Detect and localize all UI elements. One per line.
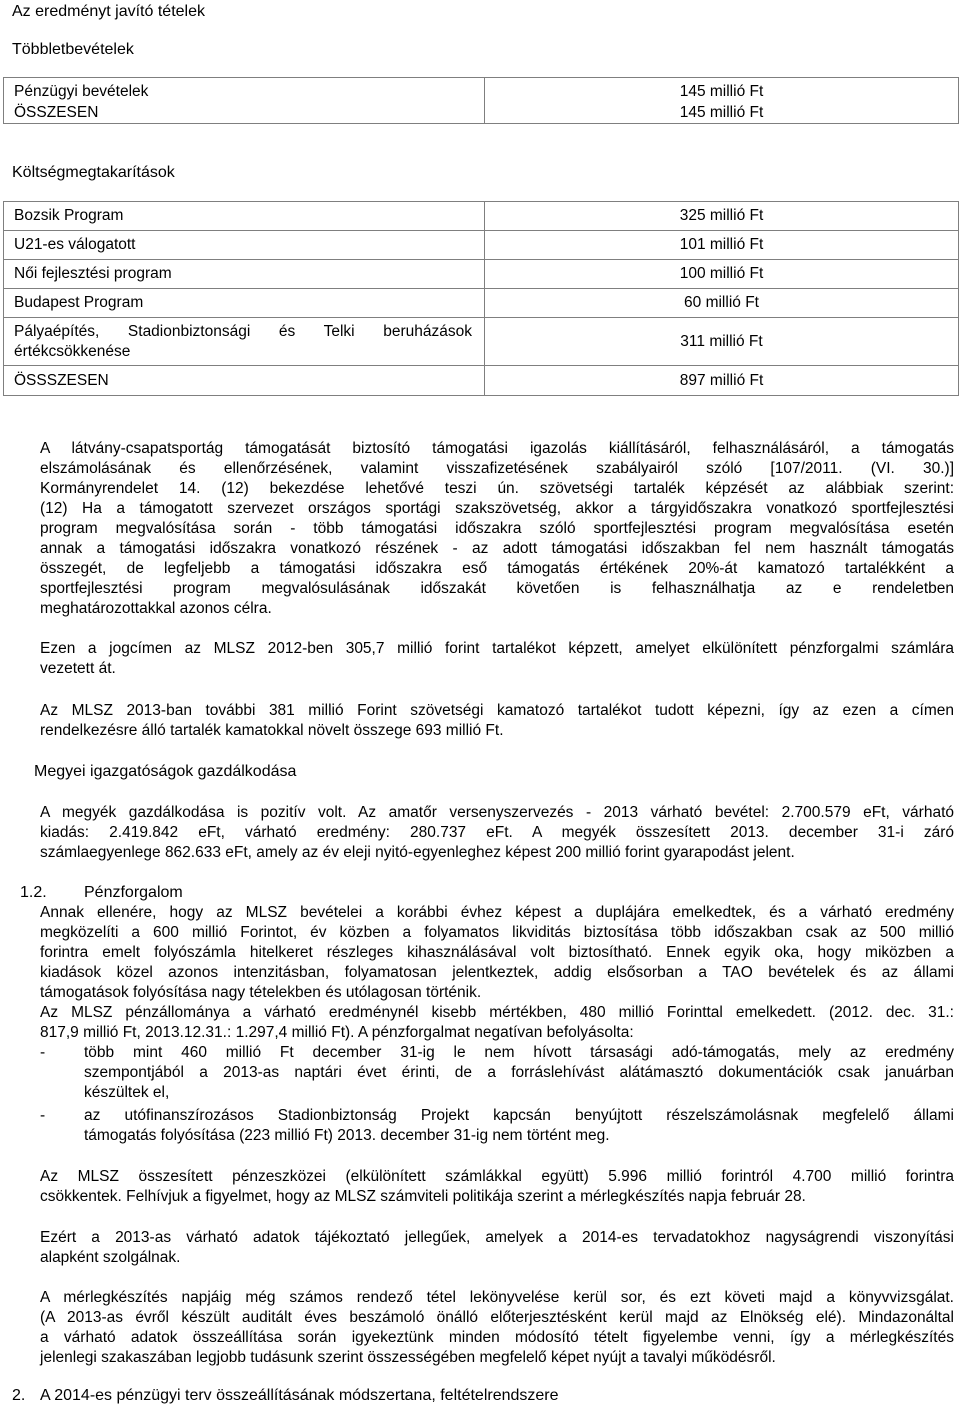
text-line: forintra emelt folyószámla hitelkeret részleges kihasználásával volt biztosítható. Ennek egyik oka, hogy miközben a (40, 944, 954, 961)
text-line: Ezen a jogcímen az MLSZ 2012-ben 305,7 millió forint tartalékot képzett, amelyet elkülönített pénzforgalmi számlára (40, 640, 954, 657)
income-value: 145 millió Ft (679, 83, 764, 100)
text-line: A mérlegkészítés napjáig még számos rendező tétel lekönyvelése kerül sor, és ezt követi majd a könyvvizsgálat. (40, 1289, 954, 1306)
savings-table (3, 201, 959, 396)
text-line: rendelkezésre álló tartalék kamatokkal növelt összege 693 millió Ft. (40, 722, 504, 739)
savings-total-label: ÖSSSZESEN (4, 366, 485, 396)
table-row (4, 289, 959, 318)
top-title: Az eredményt javító tételek (12, 3, 205, 20)
text-line: több mint 460 millió Ft december 31-ig le nem hívott társasági adó-támogatás, mely az eredmény (84, 1044, 954, 1061)
table-row (4, 260, 959, 289)
heading-1-2-number: 1.2. (20, 884, 47, 901)
text-line: (12) Ha a támogatott szervezet országos sportági szakszövetség, akkor a tárgyidőszakra vonatkozó sportfejlesztési (40, 500, 954, 517)
income-labels-cell (4, 78, 485, 124)
savings-value: 60 millió Ft (485, 289, 959, 318)
text-line: Az MLSZ 2013-ban további 381 millió Forint szövetségi kamatozó tartalékot tudott képezni, így az ezen a címen (40, 702, 954, 719)
text-line: annak a támogatási időszakra vonatkozó részének - az adott támogatási időszakban fel nem használt támogatás (40, 540, 954, 557)
text-line: számlaegyenlege 862.633 eFt, amely az év eleji nyitó-egyenleghez képest 200 millió forint gyarapodást jelent. (40, 844, 795, 861)
paragraph-2013 (40, 701, 954, 741)
section-county-title: Megyei igazgatóságok gazdálkodása (34, 763, 297, 780)
bullet-item-tao (84, 1043, 954, 1103)
text-line: csökkentek. Felhívjuk a figyelmet, hogy az MLSZ számviteli politikája szerint a mérlegkészítés napja február 28. (40, 1188, 806, 1205)
text-line: 817,9 millió Ft, 2013.12.31.: 1.297,4 millió Ft). A pénzforgalmat negatívan befolyásolta: (40, 1024, 634, 1041)
heading-2-number: 2. (12, 1387, 26, 1404)
text-line: jelenlegi szakaszában legjobb tudásunk szerint összességében megfelelő képet nyújt a tavalyi működésről. (40, 1349, 776, 1366)
savings-value: 311 millió Ft (485, 318, 959, 366)
savings-label: Pályaépítés, Stadionbiztonsági és Telki beruházások értékcsökkenése (4, 318, 485, 366)
text-line: A megyék gazdálkodása is pozitív volt. Az amatőr versenyszervezés - 2013 várható bevétel: 2.700.579 eFt, várható (40, 804, 954, 821)
savings-value: 325 millió Ft (485, 202, 959, 231)
table-row (4, 366, 959, 396)
text-line: készültek el, (84, 1084, 170, 1101)
text-line: támogatások folyósítása nagy tételekben és utólagosan történik. (40, 984, 482, 1001)
text-line: (A 2013-as évről készült auditált éves beszámoló önálló előterjesztésként kerül majd az Elnökség elé). Mindazonáltal (40, 1309, 954, 1326)
income-table (3, 77, 959, 124)
savings-label: Női fejlesztési program (4, 260, 485, 289)
text-line: kiadás: 2.419.842 eFt, várható eredmény: 280.737 eFt. A megyék összesített 2013. december 31-i záró (40, 824, 954, 841)
paragraph-balance-sheet (40, 1288, 954, 1368)
paragraph-funds (40, 1167, 954, 1207)
paragraph-cashflow (40, 903, 954, 1043)
text-line: meghatározottakkal azonos célra. (40, 600, 272, 617)
income-total-label: ÖSSZESEN (14, 104, 99, 121)
savings-label: Budapest Program (4, 289, 485, 318)
table-row (4, 231, 959, 260)
income-values-cell (485, 78, 959, 124)
bullet-dash: - (40, 1107, 46, 1124)
heading-1-2-title: Pénzforgalom (84, 884, 183, 901)
income-total-value: 145 millió Ft (679, 104, 764, 121)
table-row (4, 318, 959, 366)
text-line: alapként szolgálnak. (40, 1249, 181, 1266)
text-line: Kormányrendelet 14. (12) bekezdése lehetővé teszi ún. szövetségi tartalék képzését az alábbiak szerint: (40, 480, 954, 497)
bullet-item-stadion (84, 1106, 954, 1146)
text-line: Ezért a 2013-as várható adatok tájékoztató jellegűek, amelyek a 2014-es tervadatokhoz nagyságrendi viszonyítási (40, 1229, 954, 1246)
savings-value: 101 millió Ft (485, 231, 959, 260)
text-line: megközelíti a 600 millió Forintot, év közben a folyamatos likviditás biztosítása több időszakban csak az 500 millió (40, 924, 954, 941)
paragraph-2012 (40, 639, 954, 679)
paragraph-county (40, 803, 954, 863)
text-line: Annak ellenére, hogy az MLSZ bevételei a korábbi évhez képest a duplájára emelkedtek, és a várható eredmény (40, 904, 954, 921)
paragraph-expected (40, 1228, 954, 1268)
section-income-title: Többletbevételek (12, 41, 134, 58)
savings-total-value: 897 millió Ft (485, 366, 959, 396)
table-row (4, 202, 959, 231)
text-line: szempontjából a 2013-as naptári évet érinti, de a forráslehívást alátámasztó dokumentációk csak januárban (84, 1064, 954, 1081)
savings-value: 100 millió Ft (485, 260, 959, 289)
text-line: vezetett át. (40, 660, 116, 677)
text-line: kiadások közel azonos intenzitásban, folyamatosan jelentkeztek, addig elsősorban a TAO bevételek és az állami (40, 964, 954, 981)
income-label: Pénzügyi bevételek (14, 83, 149, 100)
text-line: Az MLSZ összesített pénzeszközei (elkülönített számlákkal együtt) 5.996 millió forintról 4.700 millió forintra (40, 1168, 954, 1185)
text-line: támogatás folyósítása (223 millió Ft) 2013. december 31-ig nem történt meg. (84, 1127, 610, 1144)
bullet-dash: - (40, 1044, 46, 1061)
text-line: a várható adatok összeállítása során igyekeztünk minden módosító tételt figyelembe venni, így a mérlegkészítés (40, 1329, 954, 1346)
text-line: sportfejlesztési program megvalósulásának időszakát követően is felhasználhatja az e rendeletben (40, 580, 954, 597)
savings-label: U21-es válogatott (4, 231, 485, 260)
text-line: Az MLSZ pénzállománya a várható eredménynél kisebb mértékben, 480 millió Forinttal emelkedett. (2012. dec. 31.: (40, 1004, 954, 1021)
paragraph-tartalek (40, 439, 954, 619)
text-line: A látvány-csapatsportág támogatását biztosító támogatási igazolás kiállításáról, felhasználásáról, a támogatás (40, 440, 954, 457)
text-line: program megvalósítása során - több támogatási időszakra szóló sportfejlesztési program megvalósítása esetén (40, 520, 954, 537)
section-savings-title: Költségmegtakarítások (12, 164, 175, 181)
savings-label: Bozsik Program (4, 202, 485, 231)
text-line: az utófinanszírozásos Stadionbiztonság Projekt kapcsán benyújtott részelszámolásnak megfelelő állami (84, 1107, 954, 1124)
text-line: elszámolásának és ellenőrzésének, valamint visszafizetésének szabályairól szóló [107/2011. (VI. 30.)] (40, 460, 954, 477)
heading-2-title: A 2014-es pénzügyi terv összeállításának módszertana, feltételrendszere (40, 1387, 559, 1404)
text-line: összegét, de legfeljebb a támogatási időszakra eső támogatás értékének 20%-át kamatozó tartalékként a (40, 560, 954, 577)
